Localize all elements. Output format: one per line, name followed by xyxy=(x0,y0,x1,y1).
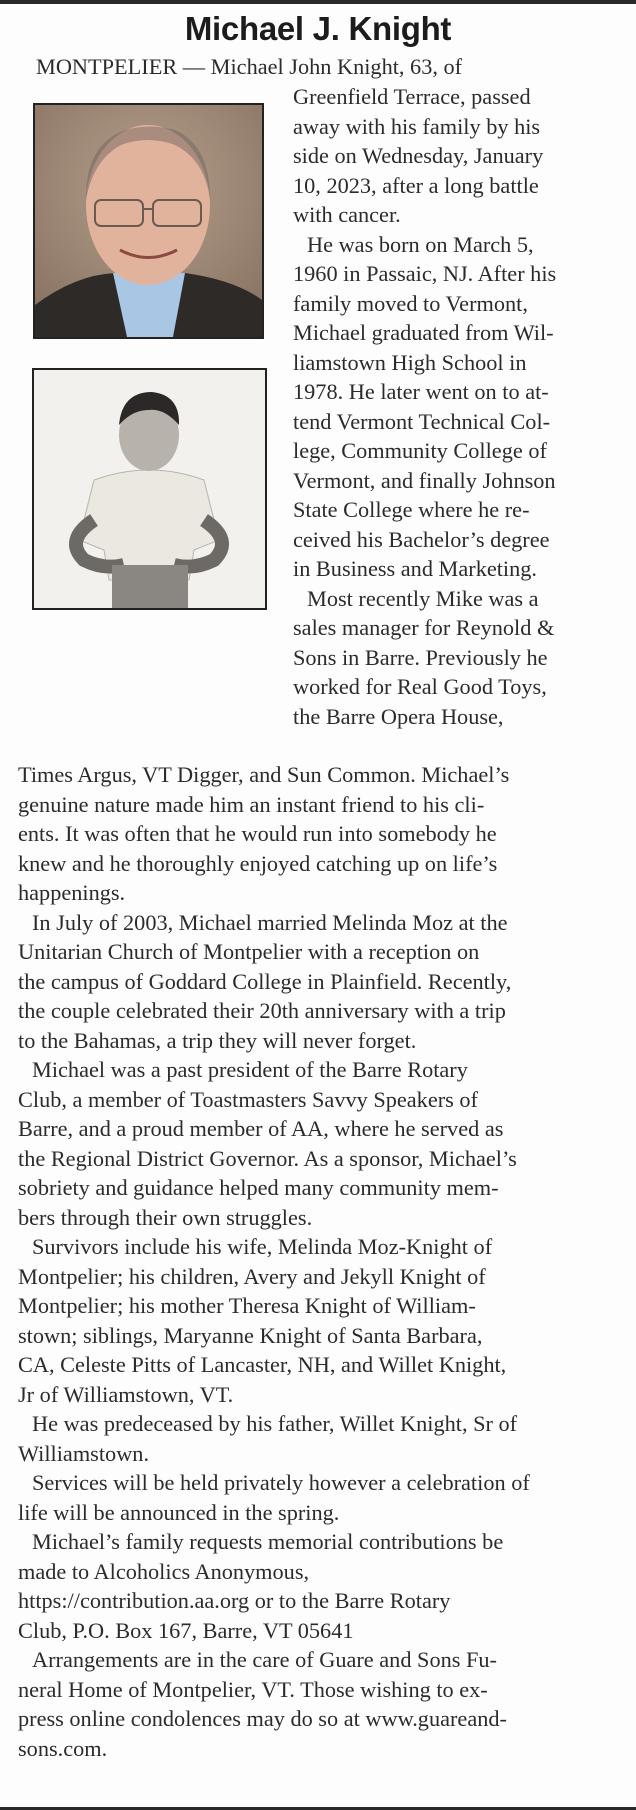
text-line: press online condolences may do so at www.guareand- xyxy=(18,1706,507,1731)
text-line: Club, P.O. Box 167, Barre, VT 05641 xyxy=(18,1617,354,1643)
text-line: away with his family by his xyxy=(293,113,541,139)
adult-portrait-image xyxy=(35,105,262,337)
text-line: Greenfield Terrace, passed xyxy=(293,84,531,109)
text-line: sons.com. xyxy=(18,1735,108,1761)
text-line: tend Vermont Technical Col- xyxy=(293,408,551,434)
full-width-text xyxy=(18,760,530,1763)
text-line: Services will be held privately however a celebration of xyxy=(32,1470,530,1495)
text-line: in Business and Marketing. xyxy=(293,556,538,581)
text-line: Michael’s family requests memorial contributions be xyxy=(32,1529,504,1554)
text-line: Most recently Mike was a xyxy=(307,585,539,611)
text-line: the couple celebrated their 20th anniversary with a trip xyxy=(18,998,506,1023)
text-line: the campus of Goddard College in Plainfield. Recently, xyxy=(18,968,512,994)
right-column-text xyxy=(293,82,556,731)
text-line: ents. It was often that he would run into somebody he xyxy=(18,821,497,846)
text-line: worked for Real Good Toys, xyxy=(293,674,547,699)
text-line: Club, a member of Toastmasters Savvy Speakers of xyxy=(18,1086,478,1112)
text-line: the Barre Opera House, xyxy=(293,703,504,729)
text-line: Times Argus, VT Digger, and Sun Common. Michael’s xyxy=(18,762,510,787)
text-line: stown; siblings, Maryanne Knight of Santa Barbara, xyxy=(18,1322,483,1348)
text-line: lege, Community College of xyxy=(293,438,547,463)
text-line: side on Wednesday, January xyxy=(293,143,544,168)
text-line: 10, 2023, after a long battle xyxy=(293,172,539,198)
text-line: Michael graduated from Wil- xyxy=(293,320,554,345)
text-line: Unitarian Church of Montpelier with a reception on xyxy=(18,939,480,964)
text-line: He was predeceased by his father, Willet Knight, Sr of xyxy=(32,1411,518,1436)
text-line: Williamstown. xyxy=(18,1440,150,1466)
text-line: State College where he re- xyxy=(293,497,530,522)
text-line: Barre, and a proud member of AA, where he served as xyxy=(18,1116,504,1141)
text-line: Arrangements are in the care of Guare and Sons Fu- xyxy=(32,1647,497,1672)
text-line: Montpelier; his mother Theresa Knight of William- xyxy=(18,1293,476,1318)
childhood-photo xyxy=(32,368,267,610)
text-line: https://contribution.aa.org or to the Barre Rotary xyxy=(18,1588,451,1613)
text-line: made to Alcoholics Anonymous, xyxy=(18,1558,310,1584)
lead-line: MONTPELIER — Michael John Knight, 63, of xyxy=(36,54,463,79)
text-line: 1978. He later went on to at- xyxy=(293,379,549,404)
text-line: CA, Celeste Pitts of Lancaster, NH, and Willet Knight, xyxy=(18,1352,507,1377)
text-line: sales manager for Reynold & xyxy=(293,615,555,640)
text-line: ceived his Bachelor’s degree xyxy=(293,526,550,552)
childhood-photo-image xyxy=(34,370,265,608)
text-line: bers through their own struggles. xyxy=(18,1204,313,1230)
text-line: to the Bahamas, a trip they will never forget. xyxy=(18,1027,417,1053)
text-line: liamstown High School in xyxy=(293,349,527,375)
text-line: Montpelier; his children, Avery and Jekyll Knight of xyxy=(18,1263,486,1289)
text-line: happenings. xyxy=(18,880,126,905)
text-line: neral Home of Montpelier, VT. Those wishing to ex- xyxy=(18,1676,488,1702)
obituary-title: Michael J. Knight xyxy=(184,10,452,47)
text-line: He was born on March 5, xyxy=(307,231,534,257)
text-line: life will be announced in the spring. xyxy=(18,1499,340,1525)
text-line: Vermont, and finally Johnson xyxy=(293,467,556,493)
text-line: family moved to Vermont, xyxy=(293,290,528,316)
text-line: Michael was a past president of the Barre Rotary xyxy=(32,1057,468,1082)
adult-portrait-photo xyxy=(33,103,264,339)
text-line: knew and he thoroughly enjoyed catching up on life’s xyxy=(18,850,498,876)
text-line: sobriety and guidance helped many community mem- xyxy=(18,1175,499,1200)
text-line: genuine nature made him an instant friend to his cli- xyxy=(18,791,485,817)
text-line: 1960 in Passaic, NJ. After his xyxy=(293,261,557,286)
text-line: with cancer. xyxy=(293,202,401,227)
text-line: Survivors include his wife, Melinda Moz-Knight of xyxy=(32,1234,493,1259)
text-line: Sons in Barre. Previously he xyxy=(293,644,548,670)
text-line: the Regional District Governor. As a sponsor, Michael’s xyxy=(18,1145,517,1171)
text-line: In July of 2003, Michael married Melinda Moz at the xyxy=(32,909,508,935)
text-line: Jr of Williamstown, VT. xyxy=(18,1381,234,1407)
